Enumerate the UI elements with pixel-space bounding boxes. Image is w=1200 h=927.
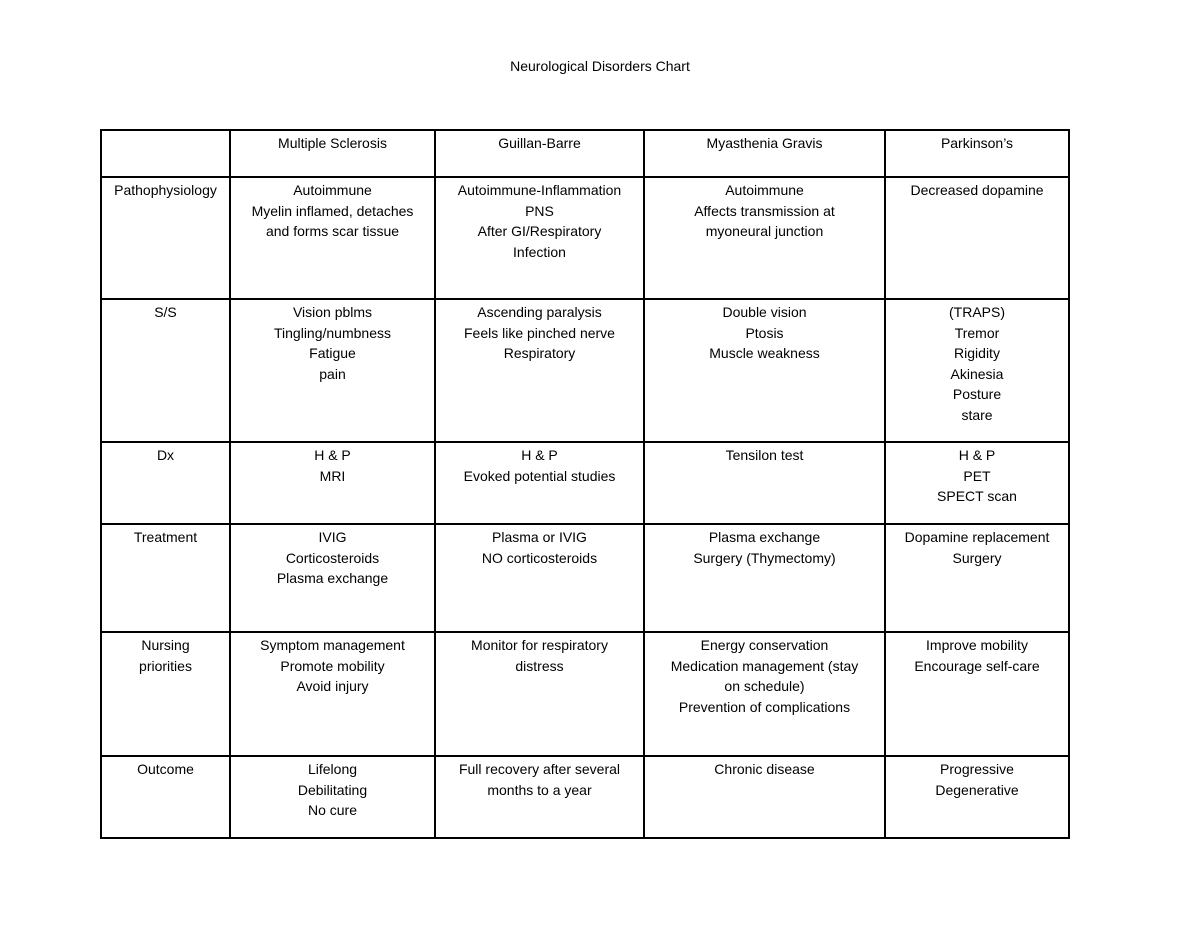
table-row	[101, 299, 1069, 442]
table-cell	[885, 299, 1069, 442]
disorders-table	[100, 129, 1070, 839]
row-label: Dx	[156, 447, 175, 463]
cell-line: Debilitating	[297, 781, 368, 798]
row-label-cell	[101, 524, 230, 632]
cell-line: Evoked potential studies	[463, 467, 616, 484]
cell-line: Dopamine replacement	[904, 529, 1050, 545]
table-cell	[644, 524, 885, 632]
cell-line: Surgery (Thymectomy)	[693, 549, 836, 566]
table-cell	[230, 756, 435, 838]
row-label: Nursing	[141, 637, 190, 653]
page-title: Neurological Disorders Chart	[510, 58, 690, 74]
row-label: priorities	[139, 657, 192, 674]
cell-line: myoneural junction	[705, 223, 824, 239]
table-cell	[230, 442, 435, 524]
table-cell	[644, 756, 885, 838]
cell-line: Avoid injury	[296, 678, 369, 694]
table-cell	[230, 177, 435, 299]
cell-line: Affects transmission at	[694, 202, 835, 219]
column-header-label: Parkinson’s	[940, 135, 1014, 151]
table-cell	[644, 442, 885, 524]
cell-line: Infection	[513, 243, 566, 260]
cell-line: Vision pblms	[292, 304, 373, 320]
table-cell	[885, 632, 1069, 756]
cell-line: Muscle weakness	[709, 345, 820, 361]
table-cell	[885, 524, 1069, 632]
table-cell	[435, 632, 644, 756]
cell-line: Degenerative	[935, 781, 1019, 798]
cell-line: Full recovery after several	[458, 761, 621, 777]
cell-line: Tingling/numbness	[274, 324, 391, 341]
column-header-label: Guillan-Barre	[498, 135, 581, 151]
column-header	[644, 130, 885, 177]
row-label-cell	[101, 299, 230, 442]
cell-line: Tremor	[954, 324, 1000, 341]
cell-line: Plasma or IVIG	[492, 529, 587, 545]
cell-line: pain	[319, 365, 346, 382]
cell-line: IVIG	[318, 529, 347, 545]
disorders-table-body	[101, 130, 1069, 838]
table-cell	[885, 756, 1069, 838]
column-header-label: Multiple Sclerosis	[278, 135, 387, 151]
row-label-cell	[101, 177, 230, 299]
table-row	[101, 177, 1069, 299]
cell-line: PET	[963, 467, 991, 484]
cell-line: Corticosteroids	[285, 549, 380, 566]
table-cell	[644, 177, 885, 299]
cell-line: NO corticosteroids	[481, 549, 598, 566]
cell-line: Plasma exchange	[276, 570, 389, 586]
table-cell	[435, 177, 644, 299]
column-header-label: Myasthenia Gravis	[706, 135, 823, 151]
cell-line: Autoimmune-Inflammation	[457, 182, 622, 198]
table-cell	[885, 442, 1069, 524]
row-label: Pathophysiology	[114, 182, 217, 198]
cell-line: Chronic disease	[714, 761, 815, 777]
table-cell	[435, 299, 644, 442]
table-cell	[230, 299, 435, 442]
cell-line: Ptosis	[745, 324, 784, 341]
row-label: Outcome	[137, 761, 194, 777]
cell-line: After GI/Respiratory	[477, 223, 602, 239]
cell-line: Feels like pinched nerve	[464, 324, 615, 341]
table-row	[101, 756, 1069, 838]
cell-line: Prevention of complications	[678, 698, 851, 715]
header-row	[101, 130, 1069, 177]
cell-line: MRI	[319, 467, 346, 484]
cell-line: Myelin inflamed, detaches	[251, 202, 414, 219]
table-cell	[644, 299, 885, 442]
cell-line: Akinesia	[950, 365, 1004, 382]
corner-cell	[101, 130, 230, 177]
cell-line: Double vision	[722, 304, 807, 320]
cell-line: Monitor for respiratory	[471, 637, 608, 653]
cell-line: Energy conservation	[700, 637, 829, 653]
table-cell	[230, 524, 435, 632]
cell-line: No cure	[307, 802, 358, 818]
table-row	[101, 524, 1069, 632]
cell-line: Lifelong	[307, 761, 358, 777]
table-row	[101, 632, 1069, 756]
cell-line: H & P	[521, 447, 558, 463]
cell-line: Improve mobility	[926, 637, 1028, 653]
cell-line: PNS	[525, 202, 554, 219]
table-cell	[435, 524, 644, 632]
cell-line: Decreased dopamine	[910, 182, 1044, 198]
column-header	[230, 130, 435, 177]
cell-line: (TRAPS)	[949, 304, 1005, 320]
cell-line: on schedule)	[724, 678, 805, 694]
cell-line: H & P	[314, 447, 351, 463]
column-header	[435, 130, 644, 177]
cell-line: Fatigue	[309, 345, 356, 361]
row-label: Treatment	[133, 529, 198, 545]
row-label-cell	[101, 756, 230, 838]
cell-line: Surgery	[952, 549, 1002, 566]
cell-line: Progressive	[940, 761, 1014, 777]
cell-line: Rigidity	[954, 345, 1000, 361]
cell-line: Encourage self-care	[914, 657, 1040, 674]
cell-line: Ascending paralysis	[477, 304, 602, 320]
cell-line: distress	[515, 657, 564, 674]
table-cell	[644, 632, 885, 756]
cell-line: Respiratory	[503, 345, 576, 361]
cell-line: Autoimmune	[725, 182, 804, 198]
row-label: S/S	[154, 304, 177, 320]
cell-line: Plasma exchange	[708, 529, 821, 545]
table-row	[101, 442, 1069, 524]
cell-line: Symptom management	[260, 637, 405, 653]
table-cell	[885, 177, 1069, 299]
row-label-cell	[101, 442, 230, 524]
cell-line: Autoimmune	[293, 182, 372, 198]
cell-line: stare	[961, 406, 993, 423]
table-cell	[435, 442, 644, 524]
cell-line: Tensilon test	[725, 447, 804, 463]
row-label-cell	[101, 632, 230, 756]
cell-line: months to a year	[487, 781, 592, 798]
cell-line: H & P	[958, 447, 996, 463]
column-header	[885, 130, 1069, 177]
cell-line: SPECT scan	[937, 488, 1017, 504]
table-cell	[435, 756, 644, 838]
cell-line: Posture	[952, 386, 1002, 402]
table-cell	[230, 632, 435, 756]
cell-line: Promote mobility	[280, 657, 385, 674]
cell-line: and forms scar tissue	[265, 223, 400, 239]
cell-line: Medication management (stay	[670, 657, 859, 674]
